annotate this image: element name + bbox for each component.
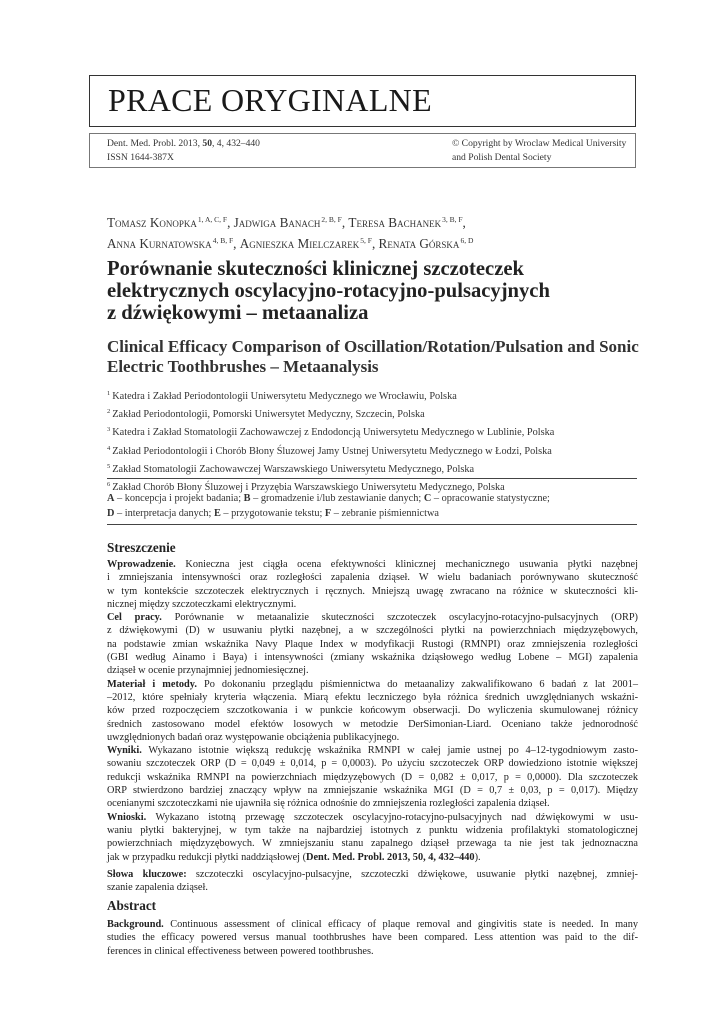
- affiliation: $^4$ Zakład Periodontologii i Chorób Błony Śluzowej Jamy Ustnej Uniwersytetu Medycznego w Łodzi, Polska: [107, 444, 552, 457]
- keywords: Słowa kluczowe: szczoteczki oscylacyjno-pulsacyjne, szczoteczki dźwiękowe, usuwanie płytki nazębnej, zmniej- szanie zapalenia dziąseł.: [107, 869, 638, 894]
- paragraph-line: Słowa kluczowe: szczoteczki oscylacyjno-pulsacyjne, szczoteczki dźwiękowe, usuwanie płytki nazębnej, zmniej-: [107, 869, 638, 880]
- affiliation: $^6$ Zakład Chorób Błony Śluzowej i Przyzębia Warszawskiego Uniwersytetu Medycznego, Polska: [107, 481, 505, 494]
- divider: [107, 524, 637, 525]
- contribution-line-2: D – interpretacja danych; E – przygotowanie tekstu; F – zebranie piśmiennictwa: [107, 508, 439, 519]
- abstract-body: Background. Continuous assessment of clinical efficacy of plaque removal and gingivitis state is needed. In many studies the efficacy powered versus manual toothbrushes have been compared. Less attention was paid to the dif- ferences in clinical effectiveness between powered toothbrushes.: [107, 919, 638, 957]
- paragraph-line: Wyniki. Wykazano istotnie większą redukcję wskaźnika RMNPI w całej jamie ustnej po 4–12-tygodniowym zasto-: [107, 745, 638, 757]
- streszczenie-heading: Streszczenie: [107, 540, 176, 555]
- section-title: PRACE ORYGINALNE: [108, 82, 432, 118]
- contribution-line-1: A – koncepcja i projekt badania; B – gromadzenie i/lub zestawianie danych; C – opracowanie statystyczne;: [107, 493, 550, 504]
- streszczenie-body: Wprowadzenie. Konieczna jest ciągła ocena efektywności klinicznej mechanicznego usuwania płytki nazębnej i zmniejszania intensywności oraz rozległości zapalenia dziąseł. W wielu badaniach porównywano skuteczność w tym kontekście szczoteczek elektrycznych i ręcznych. Mniejszą uwagę zwracano na różnice w skuteczności kli- nicznej między szczoteczkami elektrycznymi. Cel pracy. Porównanie w metaanalizie skuteczności szczoteczek oscylacyjno-rotacyjno-pulsacyjnych (ORP) z dźwiękowymi (D) w usuwaniu płytki nazębnej, a w szczególności płytki na powierzchniach międzyzębowych, na podstawie zmian wskaźnika Navy Plaque Index w modyfikacji Rustogi (RMNPI) oraz zmniejszenia rozległości (GBI według Ainamo i Baya) i intensywności (zmiany wskaźnika dziąsłowego według Lobene – MGI) zapalenia dziąseł w ocenie przynajmniej jednomiesięcznej. Materiał i metody. Po dokonaniu przeglądu piśmiennictwa do metaanalizy zakwalifikowano 6 badań z lat 2001– –2012, które spełniały kryteria włączenia. Miarą efektu leczniczego była różnica średnich uwzględnianych wskaźni- ków przed rozpoczęciem szczotkowania i w punkcie końcowym obserwacji. Do wyliczenia skumulowanej różnicy średnich zastosowano model efektów losowych w metodzie DerSimonian-Liard. Oceniano także jednorodność uwzględnionych badań oraz występowanie obciążenia publikacyjnego. Wyniki. Wykazano istotnie większą redukcję wskaźnika RMNPI w całej jamie ustnej po 4–12-tygodniowym zasto- sowaniu szczoteczek ORP (D = 0,049 ± 0,014, p = 0,0003). Po użyciu szczoteczek ORP dowiedziono istotnie większej redukcji wskaźnika RMNPI na powierzchniach międzyzębowych (D = 0,082 ± 0,017, p = 0,0000). Dla szczoteczek ORP stwierdzono bardziej znaczący wpływ na zmniejszanie wskaźnika MGI (D = 0,7 ± 0,03, p = 0,017). Między ocenianymi szczoteczkami nie ujawniła się różnica odnośnie do zmniejszenia rozległości zapalenia dziąseł. Wnioski. Wykazano istotną przewagę szczoteczek oscylacyjno-rotacyjno-pulsacyjnych nad dźwiękowymi w usu- waniu płytki bakteryjnej, w tym także na najbardziej istotnych z punktu widzenia profilaktyki stomatologicznej powierzchniach międzyzębowych. W zmniejszaniu stanu zapalnego dziąseł przewaga ta nie jest tak jednoznaczna jak w przypadku redukcji płytki naddziąsłowej (Dent. Med. Probl. 2013, 50, 4, 432–440).: [107, 559, 639, 863]
- paragraph-line: Wnioski. Wykazano istotną przewagę szczoteczek oscylacyjno-rotacyjno-pulsacyjnych nad dźwiękowymi w usu-: [107, 811, 638, 823]
- paragraph-line: Cel pracy. Porównanie w metaanalizie skuteczności szczoteczek oscylacyjno-rotacyjno-pulsacyjnych (ORP): [107, 612, 638, 624]
- author: Tomasz Konopka$^{1, A, C, F}$,: [107, 215, 234, 230]
- paragraph-line: Background. Continuous assessment of clinical efficacy of plaque removal and gingivitis state is needed. In many: [107, 919, 638, 930]
- author-line-2: [107, 232, 647, 253]
- journal-citation: Dent. Med. Probl. 2013, 50, 4, 432–440: [107, 138, 260, 149]
- journal-issn: ISSN 1644-387X: [107, 152, 174, 163]
- author-list: [107, 211, 647, 253]
- affiliation: $^2$ Zakład Periodontologii, Pomorski Uniwersytet Medyczny, Szczecin, Polska: [107, 408, 425, 421]
- title-polish: Porównanie skuteczności klinicznej szczoteczek elektrycznych oscylacyjno-rotacyjno-pulsacyjnych z dźwiękowymi – metaanaliza: [107, 258, 550, 324]
- paragraph-line: jak w przypadku redukcji płytki naddziąsłowej (Dent. Med. Probl. 2013, 50, 4, 432–440).: [107, 851, 481, 863]
- author: Renata Górska$^{6, D}$: [378, 236, 474, 251]
- author: Anna Kurnatowska$^{4, B, F}$,: [107, 236, 240, 251]
- copyright-line-2: and Polish Dental Society: [452, 152, 552, 163]
- divider: [107, 478, 637, 479]
- affiliation: $^5$ Zakład Stomatologii Zachowawczej Warszawskiego Uniwersytetu Medycznego, Polska: [107, 462, 475, 475]
- copyright-line-1: © Copyright by Wroclaw Medical University: [452, 138, 627, 149]
- affiliation: $^1$ Katedra i Zakład Periodontologii Uniwersytetu Medycznego we Wrocławiu, Polska: [107, 390, 457, 402]
- affiliation: $^3$ Katedra i Zakład Stomatologii Zachowawczej z Endodoncją Uniwersytetu Medycznego w Lublinie, Polska: [107, 426, 555, 439]
- author: Jadwiga Banach$^{2, B, F}$,: [233, 215, 349, 230]
- abstract-heading: Abstract: [107, 898, 157, 913]
- author-line-1: [107, 211, 647, 232]
- title-english: Clinical Efficacy Comparison of Oscillation/Rotation/Pulsation and Sonic Electric Toothbrushes – Metaanalysis: [107, 337, 639, 376]
- author: Agnieszka Mielczarek$^{5, F}$,: [239, 236, 379, 251]
- paragraph-line: Wprowadzenie. Konieczna jest ciągła ocena efektywności klinicznej mechanicznego usuwania płytki nazębnej: [107, 559, 638, 570]
- contribution-legend: [107, 491, 637, 521]
- paragraph-line: Materiał i metody. Po dokonaniu przeglądu piśmiennictwa do metaanalizy zakwalifikowano 6 badań z lat 2001–: [107, 678, 639, 690]
- author: Teresa Bachanek$^{3, B, F}$,: [348, 215, 466, 230]
